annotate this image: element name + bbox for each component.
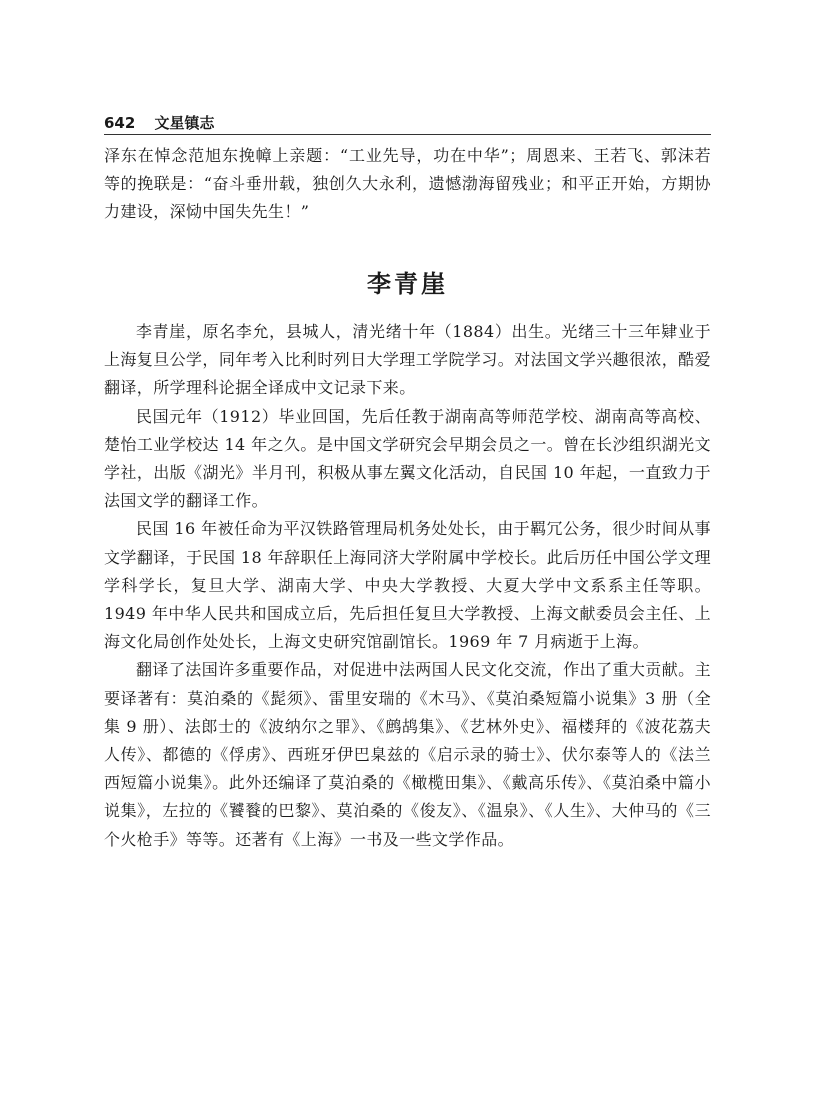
body-paragraph-4: 翻译了法国许多重要作品，对促进中法两国人民文化交流，作出了重大贡献。主要译著有：莫泊桑的《髭须》、雷里安瑞的《木马》、《莫泊桑短篇小说集》3 册（全集 9 册）、法郎士的《波纳尔之罪》、《鹧鸪集》、《艺林外史》、福楼拜的《波花荔夫人传》、都德的《俘虏》、西班牙伊巴臬兹的《启示录的骑士》、伏尔泰等人的《法兰西短篇小说集》。此外还编译了莫泊桑的《橄榄田集》、《戴高乐传》、《莫泊桑中篇小说集》，左拉的《饕餮的巴黎》、莫泊桑的《俊友》、《温泉》、《人生》、大仲马的《三个火枪手》等等。还著有《上海》一书及一些文学作品。 <box>104 660 711 849</box>
page-number: 642 <box>104 114 136 132</box>
body-paragraph-1: 李青崖，原名李允，县城人，清光绪十年（1884）出生。光绪三十三年肄业于上海复旦公学，同年考入比利时列日大学理工学院学习。对法国文学兴趣很浓，酷爱翻译，所学理科论据全译成中文记录下来。 <box>104 322 711 398</box>
running-header <box>104 112 712 134</box>
biography-body <box>104 318 711 854</box>
body-paragraph-3: 民国 16 年被任命为平汉铁路管理局机务处处长，由于羁冗公务，很少时间从事文学翻译，于民国 18 年辞职任上海同济大学附属中学校长。此后历任中国公学文理学科学长，复旦大学、湖南大学、中央大学教授、大夏大学中文系系主任等职。1949 年中华人民共和国成立后，先后担任复旦大学教授、上海文献委员会主任、上海文化局创作处处长，上海文史研究馆副馆长。1969 年 7 月病逝于上海。 <box>104 519 711 652</box>
continuation-text <box>104 142 711 227</box>
section-title: 李青崖 <box>367 270 448 298</box>
header-rule <box>104 134 711 135</box>
body-paragraph-2: 民国元年（1912）毕业回国，先后任教于湖南高等师范学校、湖南高等高校、楚怡工业学校达 14 年之久。是中国文学研究会早期会员之一。曾在长沙组织湖光文学社，出版《湖光》半月刊，积极从事左翼文化活动，自民国 10 年起，一直致力于法国文学的翻译工作。 <box>104 406 711 511</box>
book-title: 文星镇志 <box>154 114 215 132</box>
continuation-paragraph: 泽东在悼念范旭东挽幛上亲题：“工业先导，功在中华”；周恩来、王若飞、郭沫若等的挽联是：“奋斗垂卅载，独创久大永利，遗憾渤海留残业；和平正开始，方期协力建设，深恸中国失先生！” <box>104 146 711 222</box>
